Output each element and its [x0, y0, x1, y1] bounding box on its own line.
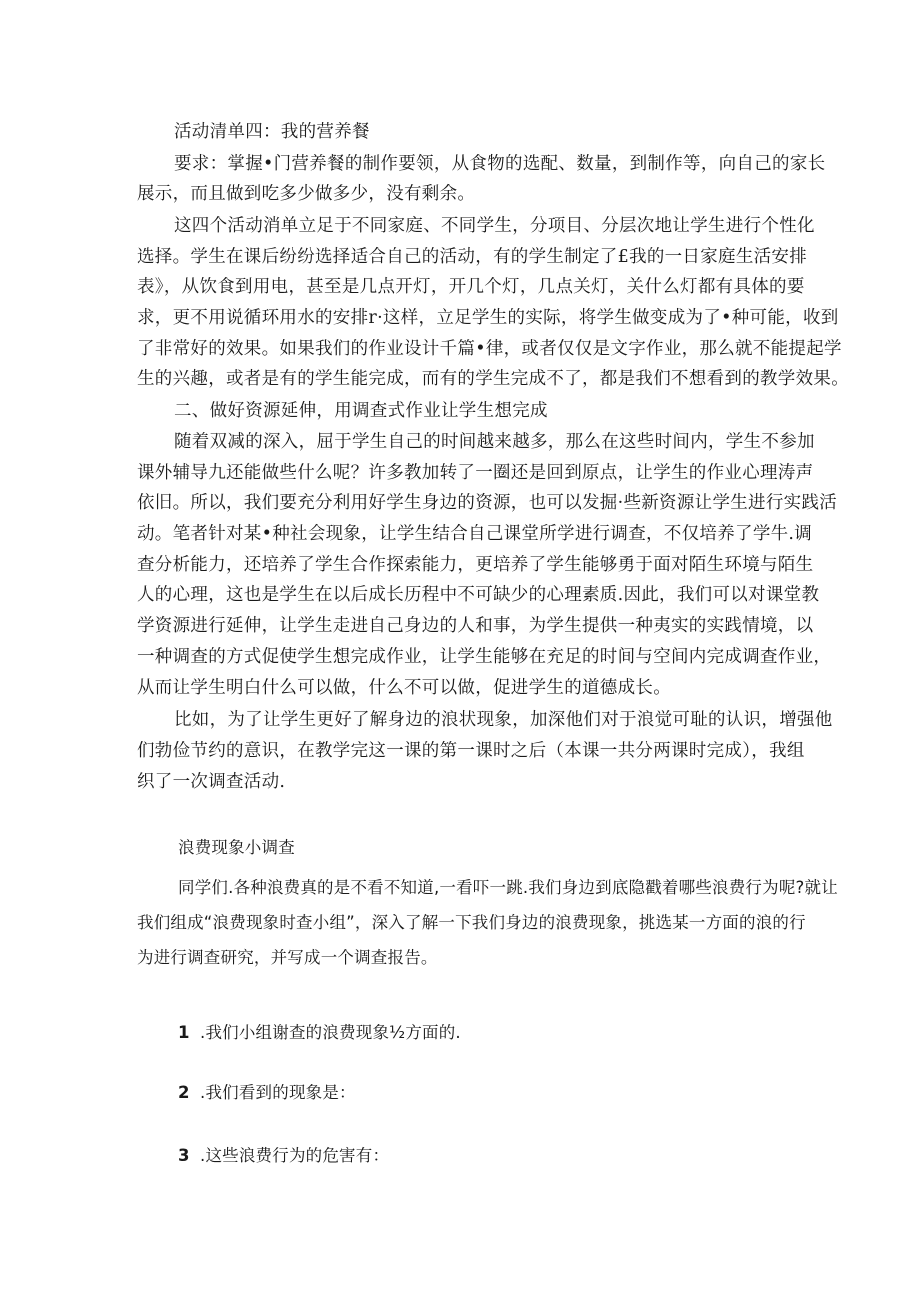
paragraph-line: 织了一次调查活动.	[137, 772, 286, 792]
paragraph-line: 求，更不用说循环用水的安排r·这样，立足学生的实际，将学生做变成为了•种可能，收到	[137, 308, 839, 328]
paragraph-line: 学资源进行延伸，让学生走进自己身边的人和事，为学生提供一种夷实的实践情境，以	[137, 616, 814, 636]
item-text: .这些浪费行为的危害有：	[200, 1146, 390, 1165]
worksheet-intro-line: 同学们.各种浪费真的是不看不知道,一看吓一跳.我们身边到底隐戳着哪些浪费行为呢?就让	[178, 878, 838, 897]
paragraph-line: 选择。学生在课后纷纷选择适合自己的活动，有的学生制定了£我的一日家庭生活安排	[137, 247, 808, 267]
paragraph-line: 课外辅导九还能做些什么呢？许多教加转了一圈还是回到原点，让学生的作业心理涛声	[137, 463, 814, 483]
paragraph-line: 动。笔者针对某•种社会现象，让学生结合自己课堂所学进行调查，不仅培养了学牛.调	[137, 524, 813, 544]
worksheet-item	[178, 1019, 461, 1043]
item-number: 3	[178, 1146, 190, 1165]
item-text: .我们看到的现象是：	[200, 1083, 356, 1102]
worksheet-item	[178, 1142, 389, 1166]
worksheet-intro-line: 为进行调查研究，并写成一个调查报告。	[137, 948, 438, 967]
paragraph-line: 查分析能力，还培养了学生合作探索能力，更培养了学生能够勇于面对陌生环境与陌生	[137, 555, 814, 575]
requirement-line: 要求：掌握•门营养餐的制作要领，从食物的选配、数量，到制作等，向自己的家长	[174, 154, 826, 174]
paragraph-line: 依旧。所以，我们要充分利用好学生身边的资源，也可以发掘·些新资源让学生进行实践活	[137, 493, 838, 513]
activity-title: 活动清单四：我的营养餐	[174, 122, 370, 142]
paragraph-line: 从而让学生明白什么可以做，什么不可以做，促进学生的道德成长。	[137, 678, 671, 698]
paragraph-line: 一种调查的方式促使学生想完成作业，让学生能够在充足的时间与空间内完成调查作业，	[137, 647, 832, 667]
item-text: .我们小组谢查的浪费现象½方面的.	[200, 1023, 461, 1042]
paragraph-line: 生的兴趣，或者是有的学生能完成，而有的学生完成不了，都是我们不想看到的教学效果。	[137, 369, 849, 389]
paragraph-line: 比如，为了让学生更好了解身边的浪状现象，加深他们对于浪觉可耻的认识，增强他	[174, 710, 833, 730]
paragraph-line: 表》，从饮食到用电，甚至是几点开灯，开几个灯，几点关灯，关什么灯都有具体的要	[137, 277, 805, 297]
worksheet-title: 浪费现象小调查	[178, 838, 295, 857]
item-number: 2	[178, 1083, 190, 1102]
paragraph-line: 们勃俭节约的意识，在教学完这一课的第一课时之后（本课一共分两课时完成），我组	[137, 741, 805, 761]
worksheet-item	[178, 1079, 356, 1103]
paragraph-line: 了非常好的效果。如果我们的作业设计千篇•律，或者仅仅是文字作业，那么就不能提起学	[137, 339, 842, 359]
paragraph-line: 人的心理，这也是学生在以后成长历程中不可缺少的心理素质.因此，我们可以对课堂教	[137, 585, 820, 605]
requirement-line: 展示，而且做到吃多少做多少，没有剩余。	[137, 184, 476, 204]
paragraph-line: 随着双减的深入，屈于学生自己的时间越来越多，那么在这些时间内，学生不参加	[174, 432, 815, 452]
section-heading: 二、做好资源延伸，用调查式作业让学生想完成	[174, 401, 548, 421]
paragraph-line: 这四个活动消单立足于不同家庭、不同学生，分项目、分层次地让学生进行个性化	[174, 216, 815, 236]
worksheet-intro-line: 我们组成“浪费现象时查小组”，深入了解一下我们身边的浪费现象，挑选某一方面的浪的行	[137, 913, 806, 932]
item-number: 1	[178, 1023, 190, 1042]
